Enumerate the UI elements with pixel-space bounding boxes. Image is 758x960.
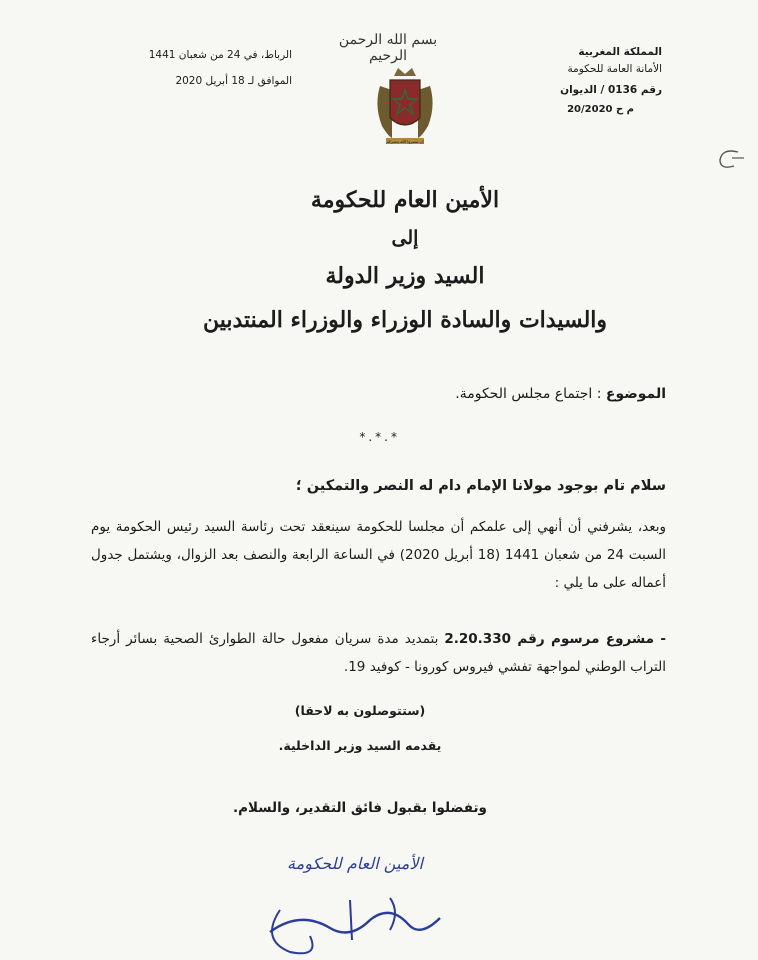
handwritten-mark-icon [714,144,750,174]
body-paragraph: وبعد، يشرفني أن أنهي إلى علمكم أن مجلسا للحكومة سينعقد تحت رئاسة السيد رئيس الحكومة يوم السبت 24 من شعبان 1441 (18 أبريل 2020) في الساعة الرابعة والنصف بعد الزوال، ويشتمل جدول أعماله على ما يلي : [91,519,666,591]
separator: *.*.* [359,430,400,444]
greeting: سلام تام بوجود مولانا الإمام دام له النصر والتمكين ؛ [295,478,666,494]
sender-title: الأمين العام للحكومة [310,187,500,213]
agenda-item-text: بتمديد مدة سريان مفعول حالة الطوارئ الصحية بسائر أرجاء التراب الوطني لمواجهة تفشي فيروس كورونا - كوفيد 19. [91,631,666,675]
closing-line: وتفضلوا بقبول فائق التقدير، والسلام. [233,800,487,816]
header-left [92,42,292,94]
subject-text: : اجتماع مجلس الحكومة. [455,386,602,402]
signature-title: الأمين العام للحكومة [287,854,423,873]
addressee-block [170,178,640,342]
handwritten-signature-icon [240,840,480,960]
subject-line [455,386,666,402]
later-note: (ستتوصلون به لاحقا) [294,703,426,718]
recipient-line-1: السيد وزير الدولة [325,263,485,289]
agency-name: الأمانة العامة للحكومة [567,63,662,75]
agenda-item [91,625,666,681]
svg-text:إن تنصروا الله ينصركم: إن تنصروا الله ينصركم [386,139,424,144]
issue-date-gregorian: الموافق لـ 18 أبريل 2020 [175,75,292,87]
coat-of-arms-icon [372,66,438,148]
country-name: المملكة المغربية [578,46,662,58]
reference-number: رقم 0136 / الديوان [560,84,662,96]
basmala: بسم الله الرحمن الرحيم [338,32,438,64]
issue-date-hijri: الرباط، في 24 من شعبان 1441 [148,49,292,61]
agenda-item-title: - مشروع مرسوم رقم 2.20.330 [444,631,666,647]
header-right [482,44,662,118]
recipient-line-2: والسيدات والسادة الوزراء والوزراء المنتدبين [202,307,608,333]
presenter-line: يقدمه السيد وزير الداخلية. [278,738,442,753]
subject-label: الموضوع [605,386,666,402]
to-label: إلى [391,227,419,249]
sub-reference: م ح 20/2020 [567,104,634,115]
